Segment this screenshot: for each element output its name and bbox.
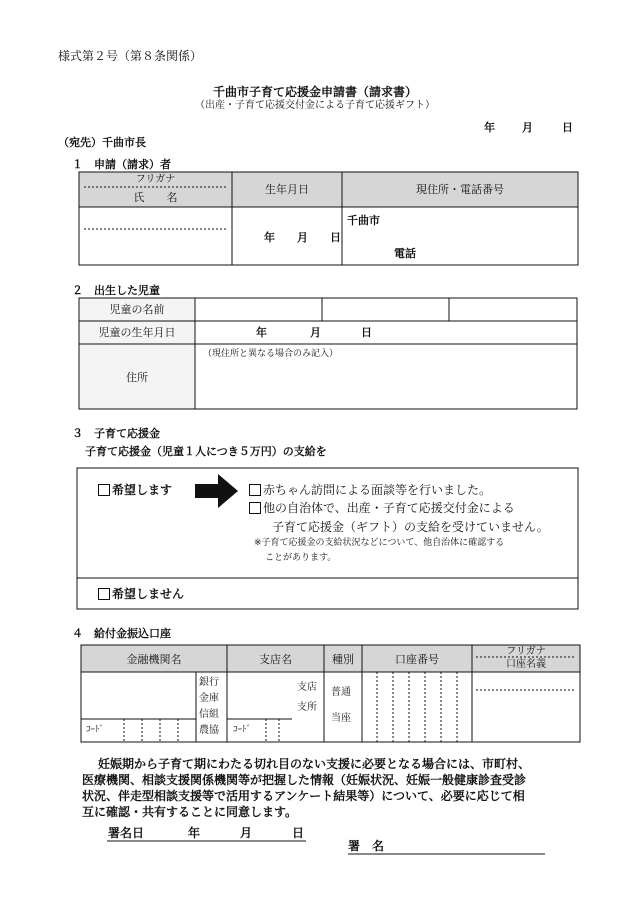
visit-checkbox[interactable] [249,484,261,496]
applicant-address-input[interactable] [390,210,575,228]
applicant-birth-month-label: 月 [297,231,308,244]
account-number-header: 口座番号 [395,653,439,666]
confirmation-note-2: ことがあります。 [265,553,337,563]
confirmation-note-1: ※子育て応援金の支給状況などについて、他自治体に確認する [254,538,505,548]
account-type-header: 種別 [332,653,354,666]
child-birth-month-label: 月 [310,326,321,339]
applicant-phone-label: 電話 [394,247,416,260]
other-municipality-label: 他の自治体で、出産・子育て応援交付金による [263,501,515,515]
consent-line-2: 医療機関、相談支援関係機関等が把握した情報（妊娠状況、妊娠一般健康診査受診 [82,773,527,787]
child-address-label: 住所 [126,371,148,384]
date-month-label: 月 [522,121,533,134]
child-birth-year-label: 年 [256,326,267,339]
consent-line-3: 状況、伴走型相談支援等で活用するアンケート結果等）について、必要に応じて相 [82,789,525,803]
date-day-label: 日 [562,121,573,134]
no-wish-checkbox[interactable] [98,588,110,600]
no-wish-label: 希望しません [112,587,185,601]
wish-checkbox[interactable] [98,484,110,496]
holder-furigana-header: フリガナ [506,646,546,657]
holder-furigana-input[interactable] [474,674,578,688]
applicant-birth-year-label: 年 [264,231,275,244]
other-municipality-label-2: 子育て応援金（ギフト）の支給を受けていません。 [272,520,549,534]
section1-heading: １ 申請（請求）者 [72,158,171,171]
bank-name-input[interactable] [83,674,193,717]
child-name-label: 児童の名前 [109,303,165,316]
addressee: （宛先）千曲市長 [58,136,146,149]
applicant-birth-header: 生年月日 [265,183,309,196]
bank-kind-nokyo: 農協 [199,725,219,736]
signature-date-label: 署名日 [108,826,145,840]
child-name-input-1[interactable] [197,300,320,319]
form-title: 千曲市子育て応援金申請書（請求書） [212,85,417,99]
child-birth-day-label: 日 [361,326,372,339]
branch-kind-shiten: 支店 [297,682,317,693]
form-number: 様式第２号（第８条関係） [58,49,203,63]
branch-code-label: ｺｰﾄﾞ [233,725,252,735]
child-name-input-3[interactable] [451,300,575,319]
arrow-right-icon [195,474,238,508]
bank-kind-bank: 銀行 [199,677,219,688]
bank-name-header: 金融機関名 [126,653,182,666]
account-number-input[interactable] [364,674,470,740]
signature-input[interactable] [390,838,544,853]
applicant-furigana-header: フリガナ [135,174,176,185]
account-type-current: 当座 [331,713,351,724]
applicant-address-header: 現住所・電話番号 [416,183,504,196]
signature-year-label: 年 [188,826,201,840]
bank-kind-shinkumi: 信組 [199,709,219,720]
signature-month-label: 月 [240,826,253,840]
visit-option[interactable] [249,484,491,496]
child-birth-label: 児童の生年月日 [98,326,176,339]
section2-heading: ２ 出生した児童 [72,284,160,297]
applicant-furigana-input[interactable] [84,209,228,227]
signature-day-label: 日 [292,826,305,840]
date-year-label: 年 [484,121,495,134]
applicant-name-input[interactable] [84,231,228,263]
account-type-ordinary: 普通 [331,687,351,698]
support-money-lead: 子育て応援金（児童１人につき５万円）の支給を [85,445,327,458]
child-address-input[interactable] [197,364,575,406]
no-wish-option[interactable] [98,588,184,600]
wish-label: 希望します [112,483,173,497]
section3-heading: ３ 子育て応援金 [72,427,160,440]
section4-heading: ４ 給付金振込口座 [72,627,171,640]
consent-line-4: 互に確認・共有することに同意します。 [82,805,298,819]
applicant-city-label: 千曲市 [347,214,380,227]
child-name-input-2[interactable] [324,300,447,319]
branch-kind-shisho: 支所 [297,702,317,713]
wish-option[interactable] [98,484,172,496]
form-subtitle: （出産・子育て応援交付金による子育て応援ギフト） [195,100,435,111]
visit-label: 赤ちゃん訪問による面談等を行いました。 [263,483,492,497]
signature-label: 署 名 [348,839,385,853]
other-municipality-checkbox[interactable] [249,502,261,514]
holder-name-header: 口座名義 [506,659,546,670]
child-address-note: （現住所と異なる場合のみ記入） [203,349,339,359]
holder-name-input[interactable] [474,692,578,740]
other-municipality-option[interactable] [249,502,515,514]
bank-kind-shinkin: 金庫 [199,693,219,704]
branch-name-header: 支店名 [259,653,292,666]
consent-line-1: 妊娠期から子育て期にわたる切れ目のない支援に必要となる場合には、市町村、 [98,757,531,771]
applicant-name-header: 氏 名 [133,191,178,204]
branch-name-input[interactable] [229,674,293,717]
applicant-birth-day-label: 日 [330,231,341,244]
bank-code-label: ｺｰﾄﾞ [86,725,105,735]
applicant-phone-input[interactable] [425,245,575,263]
